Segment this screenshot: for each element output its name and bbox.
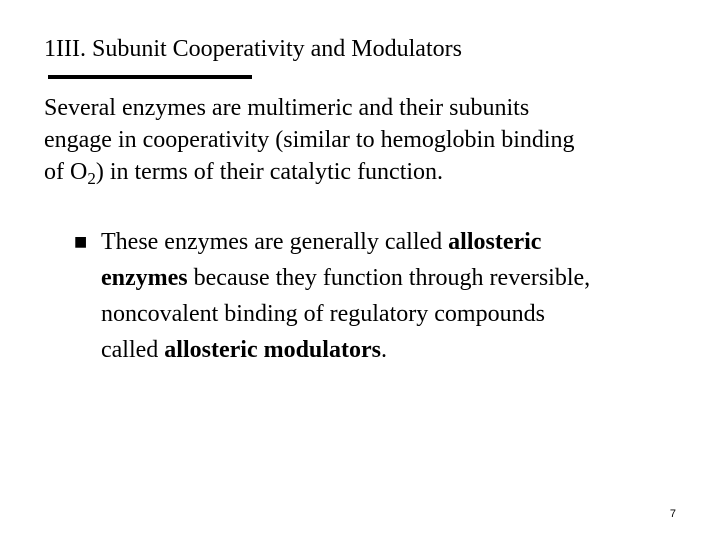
intro-paragraph <box>44 92 684 188</box>
title-underline <box>48 75 252 79</box>
intro-line-3 <box>44 156 684 188</box>
bold-term-allosteric: allosteric <box>448 229 542 255</box>
intro-line-3-start: of O <box>44 159 88 185</box>
slide-title: 1III. Subunit Cooperativity and Modulators <box>44 36 462 62</box>
bullet-line-4-text: called <box>101 337 165 363</box>
bullet-text <box>101 224 701 368</box>
bullet-line-2 <box>101 260 701 296</box>
bold-term-enzymes: enzymes <box>101 265 188 291</box>
bullet-line-1 <box>101 224 701 260</box>
intro-line-2: engage in cooperativity (similar to hemoglobin binding <box>44 127 575 153</box>
bullet-line-4-end: . <box>380 337 387 363</box>
bullet-line-2-text: because they function through reversible, <box>187 265 591 291</box>
intro-line-3-end: ) in terms of their catalytic function. <box>95 159 444 185</box>
oxygen-subscript: 2 <box>87 169 96 188</box>
page-number: 7 <box>669 508 676 520</box>
intro-line-1: Several enzymes are multimeric and their subunits <box>44 95 530 121</box>
bullet-line-1-text: These enzymes are generally called <box>101 229 449 255</box>
bullet-line-3: noncovalent binding of regulatory compounds <box>101 301 545 327</box>
bullet-line-4 <box>101 332 701 368</box>
bold-term-allosteric-modulators: allosteric modulators <box>164 337 381 363</box>
square-bullet-icon: ■ <box>74 234 88 250</box>
